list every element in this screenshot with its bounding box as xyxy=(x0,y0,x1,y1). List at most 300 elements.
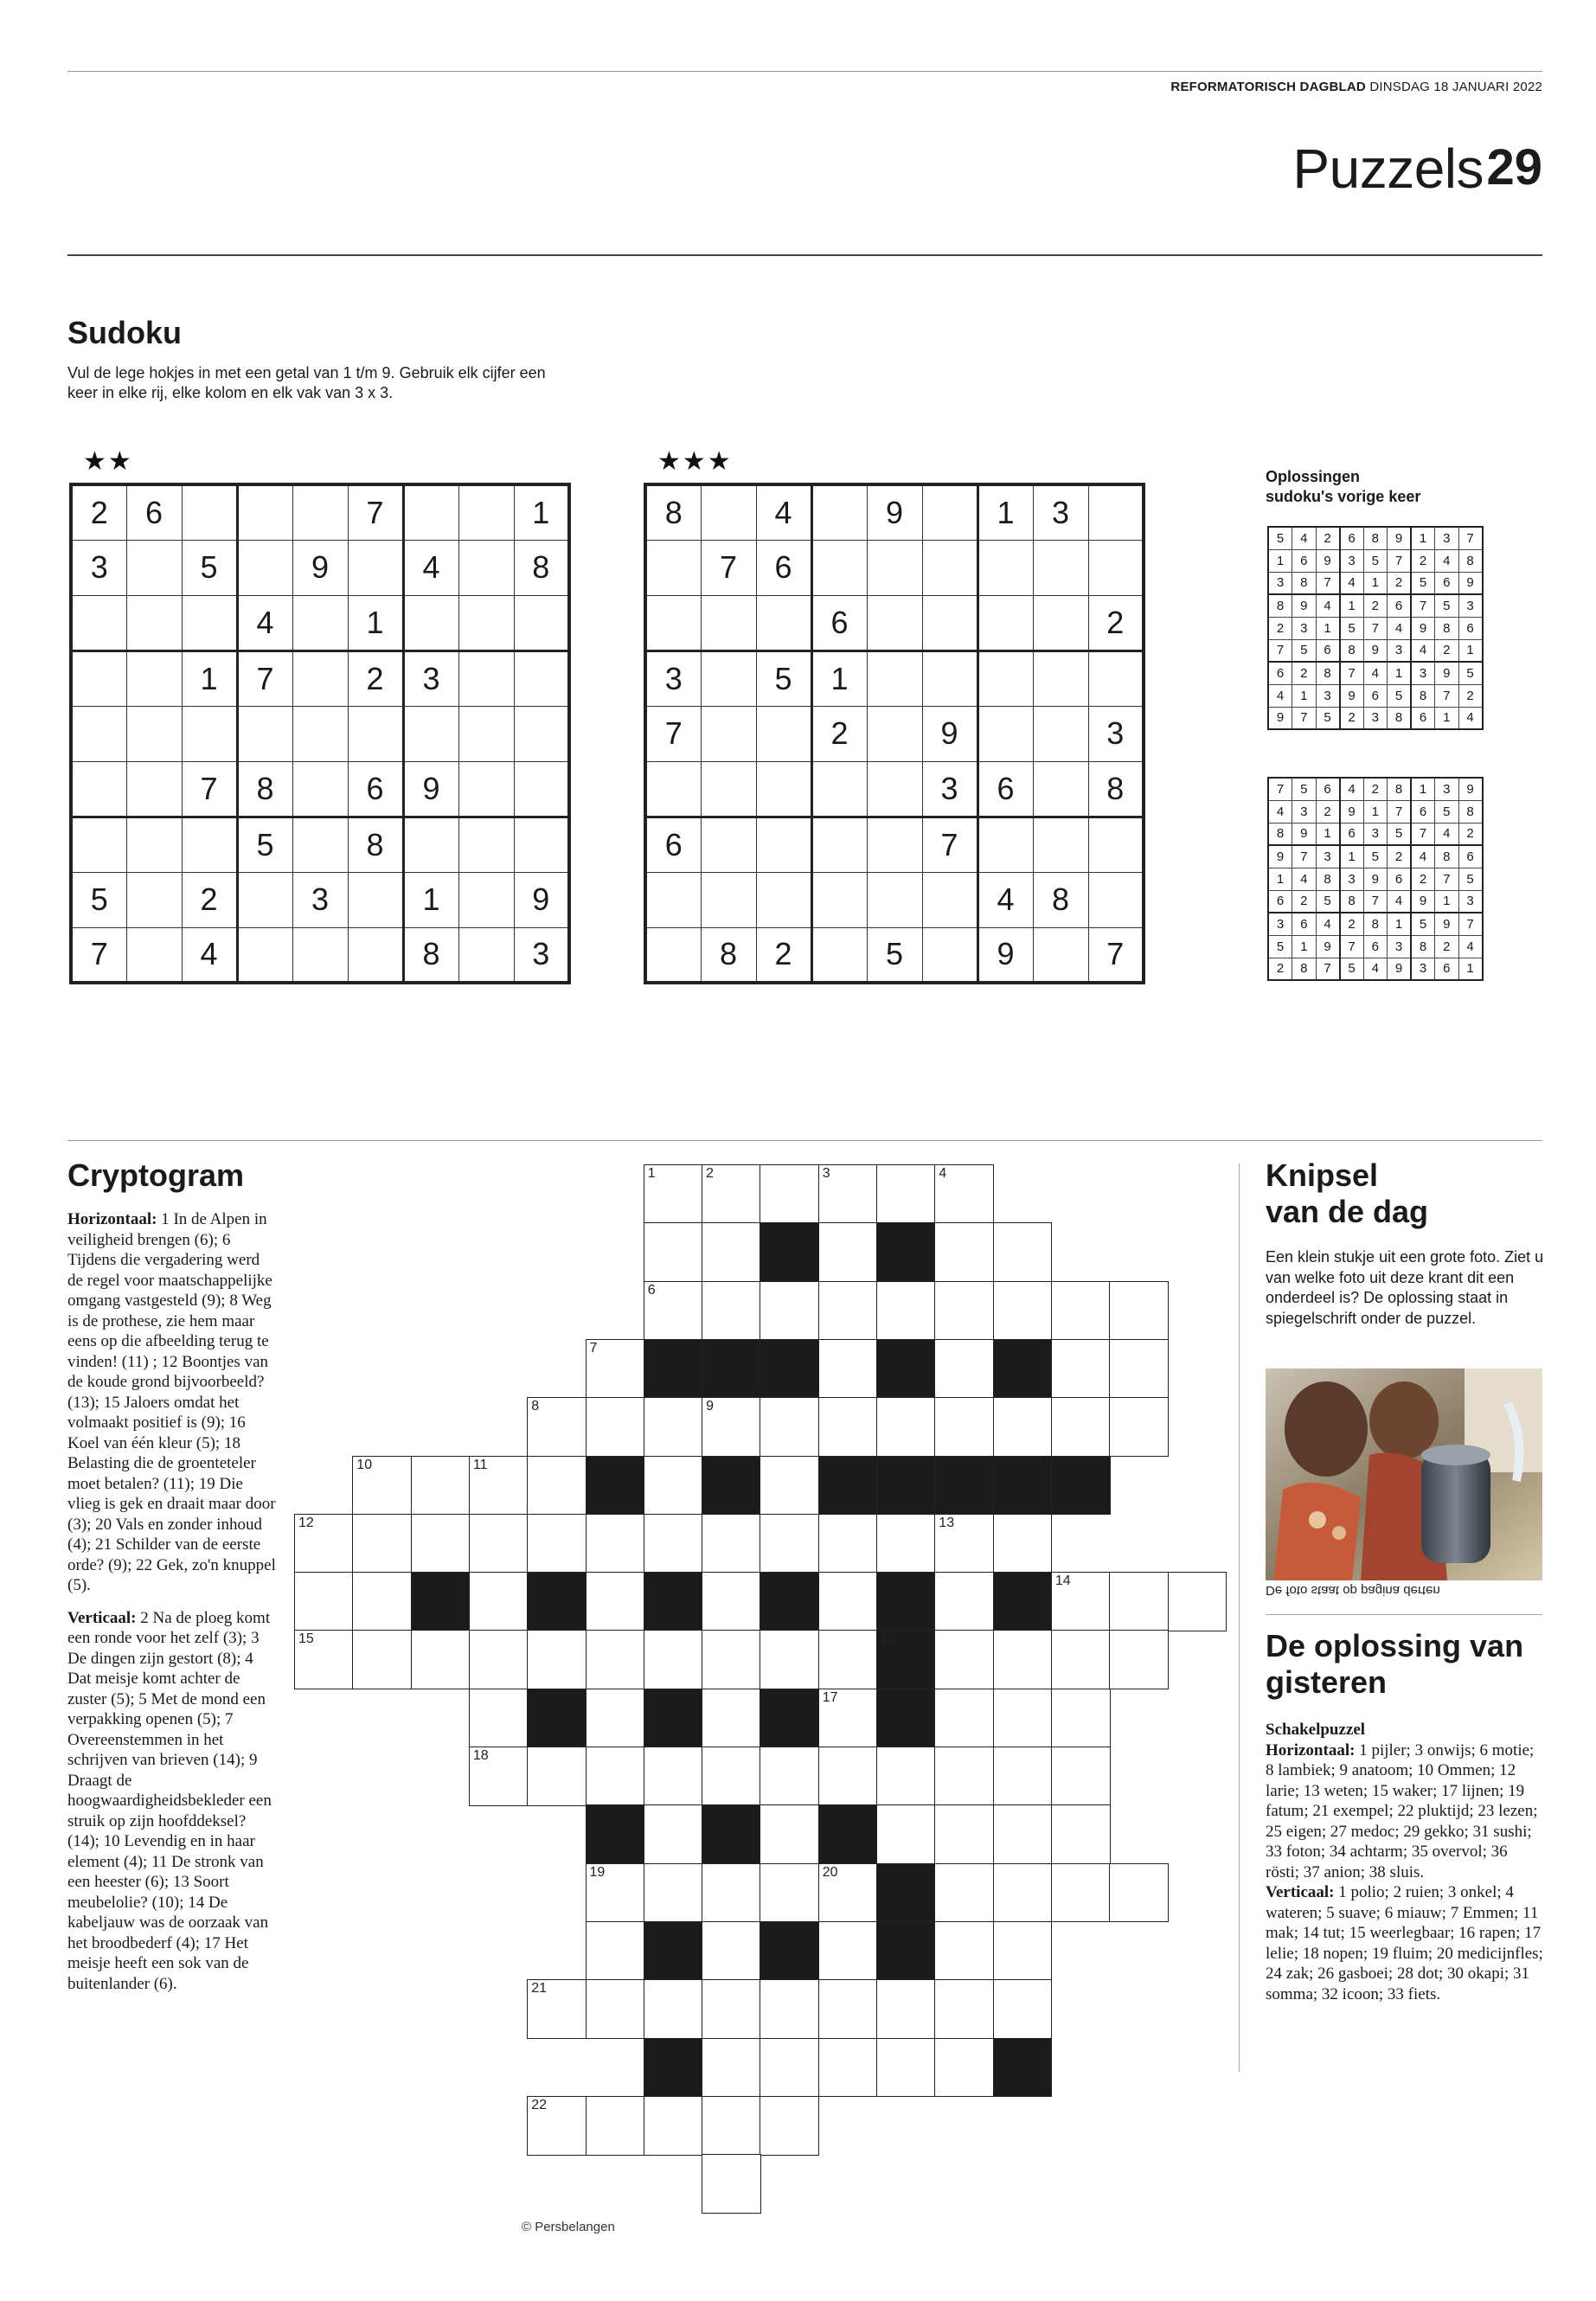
crossword-cell[interactable] xyxy=(644,1514,703,1574)
crossword-cell[interactable] xyxy=(993,1747,1053,1806)
sudoku-cell[interactable] xyxy=(292,927,348,983)
crossword-cell[interactable] xyxy=(934,1863,994,1923)
solution-cell: 3 xyxy=(1435,778,1459,800)
crossword-cell[interactable] xyxy=(644,1630,703,1689)
clue-number: 17 xyxy=(822,1689,838,1705)
solution-cell: 8 xyxy=(1458,800,1483,823)
crossword-cell[interactable] xyxy=(818,1514,878,1574)
crossword-cell[interactable] xyxy=(1168,1572,1227,1631)
crossword-cell[interactable] xyxy=(818,1281,878,1341)
crossword-black-cell xyxy=(993,2038,1053,2098)
crossword-cell[interactable] xyxy=(586,1979,645,2039)
clue-number: 14 xyxy=(1054,1574,1071,1589)
sudoku-cell[interactable] xyxy=(867,651,922,706)
crossword-cell[interactable] xyxy=(352,1514,412,1574)
crossword-cell[interactable] xyxy=(934,1514,994,1574)
middle-rule xyxy=(67,1140,1542,1141)
crossword-cell[interactable] xyxy=(527,1456,586,1516)
crossword-cell[interactable] xyxy=(818,1689,878,1748)
sudoku-cell[interactable] xyxy=(867,817,922,872)
sudoku-cell: 1 xyxy=(182,651,237,706)
sudoku-cell[interactable] xyxy=(514,761,569,817)
crossword-cell[interactable] xyxy=(702,2154,761,2214)
sudoku-cell[interactable] xyxy=(922,484,977,540)
solution-cell: 8 xyxy=(1363,913,1388,935)
crossword-cell[interactable] xyxy=(352,1572,412,1631)
crossword-cell[interactable] xyxy=(586,2096,645,2156)
sudoku-cell[interactable] xyxy=(237,540,292,595)
crossword-black-cell xyxy=(760,1572,819,1631)
sudoku-cell[interactable] xyxy=(1033,540,1088,595)
crossword-cell[interactable] xyxy=(1109,1339,1169,1399)
sudoku-cell[interactable] xyxy=(237,484,292,540)
crossword-cell[interactable] xyxy=(702,1689,761,1748)
crossword-black-cell xyxy=(644,1921,703,1981)
sudoku-cell[interactable] xyxy=(403,484,458,540)
solution-cell: 4 xyxy=(1458,707,1483,729)
crossword-cell[interactable] xyxy=(760,1863,819,1923)
crossword-cell[interactable] xyxy=(934,1222,994,1282)
crossword-black-cell xyxy=(818,1456,878,1516)
sudoku-cell[interactable] xyxy=(645,927,701,983)
sudoku-cell[interactable] xyxy=(71,595,126,651)
crossword-cell[interactable] xyxy=(586,1572,645,1631)
crossword-cell[interactable] xyxy=(876,2038,936,2098)
solution-cell: 7 xyxy=(1458,913,1483,935)
crossword-cell[interactable] xyxy=(586,1689,645,1748)
crossword-cell[interactable] xyxy=(469,1747,529,1806)
solution-cell: 3 xyxy=(1363,707,1388,729)
crossword-cell[interactable] xyxy=(527,1630,586,1689)
crossword-cell[interactable] xyxy=(702,1921,761,1981)
crossword-black-cell xyxy=(993,1456,1053,1516)
crossword-cell[interactable] xyxy=(760,2096,819,2156)
crossword-cell[interactable] xyxy=(586,1339,645,1399)
crossword-cell[interactable] xyxy=(702,1572,761,1631)
sudoku-cell[interactable] xyxy=(126,706,182,761)
crossword-cell[interactable] xyxy=(469,1689,529,1748)
sudoku-cell[interactable] xyxy=(403,706,458,761)
sudoku-cell: 3 xyxy=(922,761,977,817)
crossword-cell[interactable] xyxy=(586,1514,645,1574)
sudoku-cell[interactable] xyxy=(126,651,182,706)
sudoku-cell[interactable] xyxy=(348,927,403,983)
crossword-cell[interactable] xyxy=(527,1514,586,1574)
sudoku-cell[interactable] xyxy=(292,706,348,761)
crossword-cell[interactable] xyxy=(760,1164,819,1224)
crossword-cell[interactable] xyxy=(294,1630,354,1689)
sudoku-cell[interactable] xyxy=(756,706,811,761)
sudoku-cell[interactable] xyxy=(458,484,514,540)
crossword-cell[interactable] xyxy=(702,2038,761,2098)
sudoku-cell: 8 xyxy=(1033,872,1088,927)
crossword-cell[interactable] xyxy=(760,1630,819,1689)
crossword-cell[interactable] xyxy=(527,2096,586,2156)
solution-cell: 1 xyxy=(1388,913,1412,935)
sudoku-cell[interactable] xyxy=(292,817,348,872)
sudoku-cell[interactable] xyxy=(645,761,701,817)
sudoku-cell[interactable] xyxy=(1088,817,1144,872)
crossword-cell[interactable] xyxy=(411,1514,471,1574)
crossword-black-cell xyxy=(876,1863,936,1923)
crossword-cell[interactable] xyxy=(818,1397,878,1457)
sudoku-cell[interactable] xyxy=(237,872,292,927)
crossword-cell[interactable] xyxy=(644,1747,703,1806)
sudoku-cell[interactable] xyxy=(867,706,922,761)
sudoku-cell[interactable] xyxy=(126,595,182,651)
crossword-cell[interactable] xyxy=(1109,1397,1169,1457)
crossword-cell[interactable] xyxy=(818,2038,878,2098)
sudoku-cell[interactable] xyxy=(1033,927,1088,983)
sudoku-cell[interactable] xyxy=(458,927,514,983)
crossword-cell[interactable] xyxy=(702,1281,761,1341)
crossword-cell[interactable] xyxy=(702,1397,761,1457)
sudoku-cell[interactable] xyxy=(1088,651,1144,706)
sudoku-cell[interactable] xyxy=(922,595,977,651)
sudoku-cell[interactable] xyxy=(348,872,403,927)
crossword-cell[interactable] xyxy=(586,1921,645,1981)
solution-cell: 5 xyxy=(1388,684,1412,707)
sudoku-cell[interactable] xyxy=(1033,706,1088,761)
crossword-cell[interactable] xyxy=(993,1689,1053,1748)
crossword-cell[interactable] xyxy=(1051,1572,1111,1631)
crossword-cell[interactable] xyxy=(934,2038,994,2098)
sudoku-cell[interactable] xyxy=(1088,872,1144,927)
sudoku-cell: 2 xyxy=(182,872,237,927)
sudoku-cell[interactable] xyxy=(126,817,182,872)
sudoku-cell[interactable] xyxy=(237,706,292,761)
sudoku-cell: 2 xyxy=(811,706,867,761)
crossword-cell[interactable] xyxy=(527,1747,586,1806)
sudoku-cell[interactable] xyxy=(756,761,811,817)
crossword-cell[interactable] xyxy=(760,1281,819,1341)
crossword-cell[interactable] xyxy=(586,1397,645,1457)
sudoku-cell[interactable] xyxy=(458,651,514,706)
solution-cell: 3 xyxy=(1316,684,1340,707)
solution-cell: 4 xyxy=(1388,617,1412,639)
crossword-cell[interactable] xyxy=(934,1921,994,1981)
crossword-cell[interactable] xyxy=(934,1689,994,1748)
sudoku-cell[interactable] xyxy=(71,817,126,872)
crossword-cell[interactable] xyxy=(702,2096,761,2156)
crossword-cell[interactable] xyxy=(1109,1281,1169,1341)
crossword-cell[interactable] xyxy=(818,1222,878,1282)
crossword-cell[interactable] xyxy=(993,1281,1053,1341)
crossword-cell[interactable] xyxy=(760,1456,819,1516)
sudoku-cell[interactable] xyxy=(403,817,458,872)
sudoku-cell[interactable] xyxy=(458,595,514,651)
crossword-cell[interactable] xyxy=(702,1222,761,1282)
sudoku-cell[interactable] xyxy=(126,927,182,983)
crossword-cell[interactable] xyxy=(818,1747,878,1806)
crossword-cell[interactable] xyxy=(1051,1339,1111,1399)
crossword-cell[interactable] xyxy=(469,1572,529,1631)
solution-cell: 2 xyxy=(1388,845,1412,868)
sudoku-cell[interactable] xyxy=(867,595,922,651)
sudoku-cell[interactable] xyxy=(182,817,237,872)
sudoku-cell[interactable] xyxy=(977,595,1033,651)
crossword-cell[interactable] xyxy=(876,1397,936,1457)
crossword-cell[interactable] xyxy=(760,2038,819,2098)
clue-number: 9 xyxy=(706,1399,714,1414)
sudoku-cell[interactable] xyxy=(701,484,756,540)
sudoku-cell[interactable] xyxy=(182,706,237,761)
sudoku-cell: 8 xyxy=(701,927,756,983)
sudoku-cell: 5 xyxy=(182,540,237,595)
sudoku-cell[interactable] xyxy=(811,540,867,595)
sudoku-cell[interactable] xyxy=(977,540,1033,595)
sudoku-cell[interactable] xyxy=(867,540,922,595)
sudoku-cell[interactable] xyxy=(867,872,922,927)
sudoku-cell[interactable] xyxy=(811,761,867,817)
crossword-cell[interactable] xyxy=(876,1514,936,1574)
crossword-cell[interactable] xyxy=(934,1572,994,1631)
solution-cell: 7 xyxy=(1411,594,1435,617)
crossword-cell[interactable] xyxy=(993,1397,1053,1457)
crossword-cell[interactable] xyxy=(586,1630,645,1689)
sudoku-cell[interactable] xyxy=(292,651,348,706)
crossword-cell[interactable] xyxy=(818,1630,878,1689)
crossword-cell[interactable] xyxy=(876,1979,936,2039)
knipsel-rule xyxy=(1266,1614,1542,1615)
crossword-cell[interactable] xyxy=(1051,1630,1111,1689)
crossword-cell[interactable] xyxy=(818,1979,878,2039)
sudoku-cell[interactable] xyxy=(126,761,182,817)
crossword-cell[interactable] xyxy=(993,1804,1053,1864)
sudoku-cell[interactable] xyxy=(71,651,126,706)
sudoku-cell[interactable] xyxy=(1033,595,1088,651)
sudoku-cell: 3 xyxy=(514,927,569,983)
sudoku-cell[interactable] xyxy=(1033,761,1088,817)
crossword-cell[interactable] xyxy=(1109,1572,1169,1631)
solution-cell: 3 xyxy=(1292,800,1317,823)
cryptogram-horizontal xyxy=(67,1209,279,1596)
crossword-cell[interactable] xyxy=(760,1397,819,1457)
sudoku-cell[interactable] xyxy=(811,484,867,540)
crossword-cell[interactable] xyxy=(644,1804,703,1864)
sudoku-cell: 3 xyxy=(1033,484,1088,540)
crossword-cell[interactable] xyxy=(934,1164,994,1224)
crossword-cell[interactable] xyxy=(993,1222,1053,1282)
crossword-black-cell xyxy=(586,1456,645,1516)
crossword-cell[interactable] xyxy=(993,1863,1053,1923)
crossword-cell[interactable] xyxy=(760,1804,819,1864)
sudoku-cell[interactable] xyxy=(922,872,977,927)
sudoku-cell[interactable] xyxy=(71,706,126,761)
crossword-cell[interactable] xyxy=(586,1863,645,1923)
solution-cell: 1 xyxy=(1363,572,1388,594)
sudoku-cell[interactable] xyxy=(645,872,701,927)
sudoku-cell[interactable] xyxy=(701,817,756,872)
crossword-cell[interactable] xyxy=(702,1979,761,2039)
solution-cell: 8 xyxy=(1316,868,1340,890)
sudoku-cell[interactable] xyxy=(403,595,458,651)
crossword-cell[interactable] xyxy=(702,1514,761,1574)
sudoku-cell[interactable] xyxy=(292,761,348,817)
sudoku-cell[interactable] xyxy=(1033,651,1088,706)
sudoku-cell[interactable] xyxy=(348,706,403,761)
sudoku-cell[interactable] xyxy=(701,651,756,706)
sudoku-cell[interactable] xyxy=(756,817,811,872)
sudoku-cell[interactable] xyxy=(182,595,237,651)
crossword-cell[interactable] xyxy=(934,1804,994,1864)
crossword-cell[interactable] xyxy=(294,1572,354,1631)
solution-cell: 6 xyxy=(1268,662,1292,684)
crossword-cell[interactable] xyxy=(644,1979,703,2039)
solution-cell: 7 xyxy=(1435,684,1459,707)
crossword-cell[interactable] xyxy=(934,1979,994,2039)
crossword-black-cell xyxy=(644,1689,703,1748)
crossword-cell[interactable] xyxy=(469,1630,529,1689)
crossword-cell[interactable] xyxy=(702,1630,761,1689)
crossword-cell[interactable] xyxy=(411,1456,471,1516)
crossword-cell[interactable] xyxy=(934,1339,994,1399)
crossword-cell[interactable] xyxy=(1051,1863,1111,1923)
sudoku-cell[interactable] xyxy=(1088,540,1144,595)
crossword-cell[interactable] xyxy=(644,1397,703,1457)
sudoku-cell[interactable] xyxy=(922,651,977,706)
crossword-cell[interactable] xyxy=(352,1630,412,1689)
sudoku-cell[interactable] xyxy=(514,651,569,706)
sudoku-cell[interactable] xyxy=(458,817,514,872)
crossword-cell[interactable] xyxy=(644,1456,703,1516)
solution-cell: 5 xyxy=(1435,594,1459,617)
crossword-cell[interactable] xyxy=(993,1630,1053,1689)
crossword-cell[interactable] xyxy=(876,1281,936,1341)
crossword-cell[interactable] xyxy=(760,1979,819,2039)
crossword-cell[interactable] xyxy=(1051,1397,1111,1457)
sudoku-cell[interactable] xyxy=(514,595,569,651)
solution-cell: 6 xyxy=(1363,684,1388,707)
solution-cell: 5 xyxy=(1316,890,1340,913)
sudoku-cell[interactable] xyxy=(977,817,1033,872)
crossword-cell[interactable] xyxy=(760,1747,819,1806)
sudoku-cell[interactable] xyxy=(292,484,348,540)
sudoku-cell[interactable] xyxy=(977,651,1033,706)
solution-cell: 5 xyxy=(1363,845,1388,868)
crossword-cell[interactable] xyxy=(1051,1281,1111,1341)
solution-cell: 5 xyxy=(1458,662,1483,684)
sudoku-cell[interactable] xyxy=(458,872,514,927)
crossword-cell[interactable] xyxy=(644,1281,703,1341)
sudoku-cell[interactable] xyxy=(1088,484,1144,540)
solution-cell: 5 xyxy=(1292,778,1317,800)
sudoku-cell[interactable] xyxy=(458,540,514,595)
sudoku-cell: 1 xyxy=(514,484,569,540)
solution-cell: 8 xyxy=(1316,662,1340,684)
crossword-cell[interactable] xyxy=(1051,1804,1111,1864)
crossword-cell[interactable] xyxy=(934,1397,994,1457)
crossword-cell[interactable] xyxy=(876,1804,936,1864)
sudoku-cell[interactable] xyxy=(645,595,701,651)
crossword-cell[interactable] xyxy=(702,1164,761,1224)
sudoku-cell[interactable] xyxy=(977,706,1033,761)
crossword-cell[interactable] xyxy=(1051,1689,1111,1748)
crossword-cell[interactable] xyxy=(993,1514,1053,1574)
solution-cell: 6 xyxy=(1411,800,1435,823)
crossword-cell[interactable] xyxy=(702,1863,761,1923)
crossword-cell[interactable] xyxy=(644,1863,703,1923)
crossword-cell[interactable] xyxy=(352,1456,412,1516)
sudoku-grid-2 xyxy=(644,483,1145,984)
sudoku-cell[interactable] xyxy=(71,761,126,817)
crossword-cell[interactable] xyxy=(818,1921,878,1981)
crossword-cell[interactable] xyxy=(818,1339,878,1399)
sudoku-cell[interactable] xyxy=(514,706,569,761)
crossword-cell[interactable] xyxy=(527,1397,586,1457)
gisteren-horizontal-text: 1 pijler; 3 onwijs; 6 motie; 8 lambiek; 9 anatoom; 10 Ommen; 12 larie; 13 weten; 15 waker; 17 lijnen; 19 fatum; 21 exempel; 22 pluktijd; 23 lezen; 25 eigen; 27 medoc; 29 gekko; 31 sushi; 33 foton; 34 achtarm; 35 overvol; 36 rösti; 37 anion; 38 sluis. xyxy=(1266,1740,1538,1881)
sudoku-cell[interactable] xyxy=(645,540,701,595)
crossword-cell[interactable] xyxy=(934,1747,994,1806)
sudoku-cell[interactable] xyxy=(756,595,811,651)
sudoku-cell: 6 xyxy=(126,484,182,540)
crossword-black-cell xyxy=(876,1456,936,1516)
crossword-cell[interactable] xyxy=(294,1514,354,1574)
sudoku-cell[interactable] xyxy=(867,761,922,817)
crossword-cell[interactable] xyxy=(644,1222,703,1282)
sudoku-cell[interactable] xyxy=(811,872,867,927)
crossword-cell[interactable] xyxy=(644,2096,703,2156)
crossword-cell[interactable] xyxy=(876,1747,936,1806)
sudoku-cell[interactable] xyxy=(756,872,811,927)
sudoku-cell[interactable] xyxy=(701,761,756,817)
sudoku-cell[interactable] xyxy=(1033,817,1088,872)
crossword-cell[interactable] xyxy=(818,1164,878,1224)
crossword-cell[interactable] xyxy=(1051,1747,1111,1806)
crossword-cell[interactable] xyxy=(760,1514,819,1574)
sudoku-cell[interactable] xyxy=(922,927,977,983)
sudoku-cell[interactable] xyxy=(458,761,514,817)
crossword-cell[interactable] xyxy=(469,1456,529,1516)
sudoku-cell[interactable] xyxy=(811,927,867,983)
crossword-cell[interactable] xyxy=(469,1514,529,1574)
solution-cell: 6 xyxy=(1292,549,1317,572)
sudoku-cell[interactable] xyxy=(458,706,514,761)
sudoku-cell[interactable] xyxy=(348,540,403,595)
crossword-black-cell xyxy=(934,1456,994,1516)
sudoku-cell[interactable] xyxy=(811,817,867,872)
solution-cell: 4 xyxy=(1363,662,1388,684)
crossword-cell[interactable] xyxy=(1109,1863,1169,1923)
sudoku-cell[interactable] xyxy=(922,540,977,595)
crossword-cell[interactable] xyxy=(818,1572,878,1631)
sudoku-cell[interactable] xyxy=(701,706,756,761)
crossword-cell[interactable] xyxy=(702,1747,761,1806)
crossword-cell[interactable] xyxy=(527,1979,586,2039)
crossword-cell[interactable] xyxy=(934,1630,994,1689)
sudoku-cell[interactable] xyxy=(237,927,292,983)
sudoku-cell[interactable] xyxy=(126,872,182,927)
sudoku-cell: 8 xyxy=(237,761,292,817)
sudoku-cell[interactable] xyxy=(701,595,756,651)
crossword-cell[interactable] xyxy=(1109,1630,1169,1689)
crossword-cell[interactable] xyxy=(644,1164,703,1224)
sudoku-cell[interactable] xyxy=(292,595,348,651)
sudoku-cell[interactable] xyxy=(701,872,756,927)
crossword-cell[interactable] xyxy=(818,1863,878,1923)
sudoku-cell[interactable] xyxy=(182,484,237,540)
crossword-cell[interactable] xyxy=(934,1281,994,1341)
crossword-cell[interactable] xyxy=(586,1747,645,1806)
sudoku-cell[interactable] xyxy=(126,540,182,595)
sudoku-cell[interactable] xyxy=(514,817,569,872)
solution-cell: 6 xyxy=(1316,639,1340,662)
crossword-cell[interactable] xyxy=(876,1164,936,1224)
solution-cell: 4 xyxy=(1435,823,1459,845)
crossword-cell[interactable] xyxy=(993,1921,1053,1981)
crossword-cell[interactable] xyxy=(993,1979,1053,2039)
crossword-cell[interactable] xyxy=(411,1630,471,1689)
